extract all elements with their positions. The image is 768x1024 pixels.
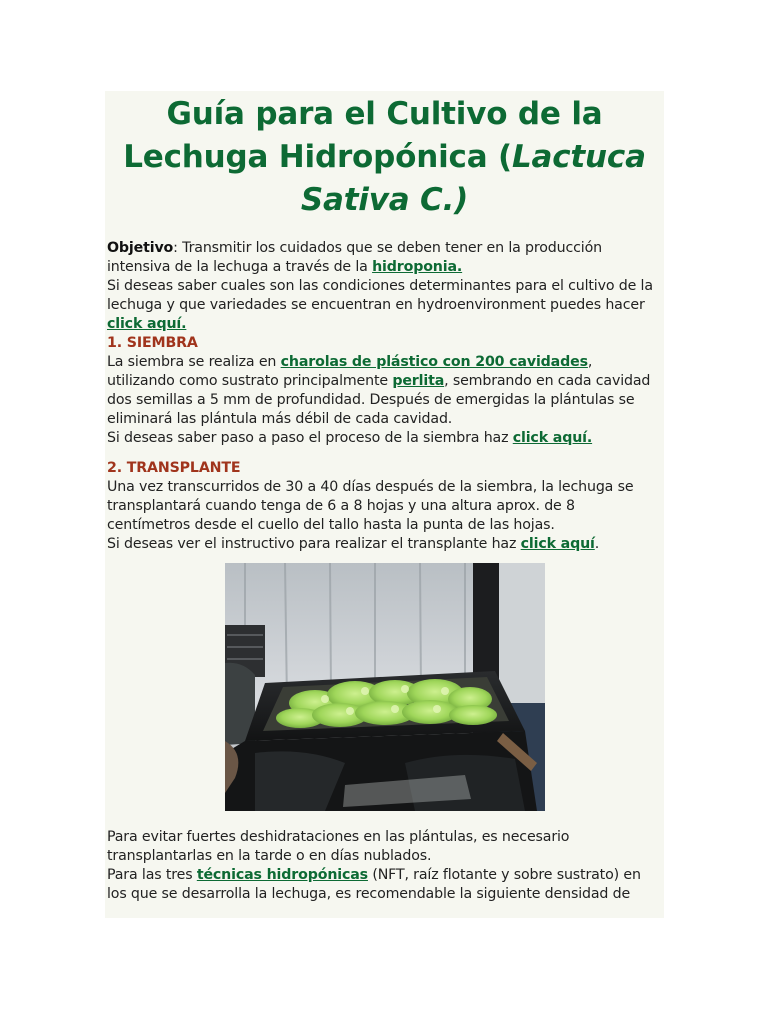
siembra-paragraph	[107, 353, 662, 429]
techniques-text-1: Para las tres	[107, 867, 197, 883]
document-page	[105, 91, 664, 918]
title-main: Guía para el Cultivo de la Lechuga Hidropónica (	[123, 96, 603, 175]
siembra-text-1: La siembra se realiza en	[107, 354, 281, 370]
objective-colon: :	[173, 240, 178, 256]
link-hidroponia[interactable]: hidroponia.	[372, 259, 463, 275]
transplante-howto-paragraph	[107, 535, 662, 554]
objective-text: Transmitir los cuidados que se deben tener en la producción intensiva de la lechuga a través de la	[107, 240, 602, 275]
section-heading-siembra: 1. SIEMBRA	[107, 335, 198, 351]
transplante-period: .	[594, 536, 600, 552]
lettuce-seedling-tray-photo	[225, 563, 545, 811]
photo-container	[107, 563, 662, 811]
link-tecnicas-hidroponicas[interactable]: técnicas hidropónicas	[196, 867, 368, 883]
transplante-paragraph: Una vez transcurridos de 30 a 40 días después de la siembra, la lechuga se transplantará cuando tenga de 6 a 8 hojas y una altura aprox. de 8 centímetros desde el cuello del tallo hasta la punta de las hojas.	[107, 479, 634, 533]
title-scientific-name: Lactuca Sativa C.)	[300, 139, 646, 218]
link-charolas[interactable]: charolas de plástico con 200 cavidades	[280, 354, 588, 370]
link-perlita[interactable]: perlita	[392, 373, 445, 389]
link-click-aqui-conditions[interactable]: click aquí.	[107, 316, 187, 332]
techniques-text-2: (NFT, raíz flotante y sobre sustrato) en los que se desarrolla la lechuga, es recomendable la siguiente densidad de	[107, 867, 641, 902]
document-body	[107, 239, 662, 904]
techniques-paragraph	[107, 866, 662, 904]
siembra-howto-paragraph	[107, 429, 662, 448]
section-heading-transplante: 2. TRANSPLANTE	[107, 460, 241, 476]
after-photo-paragraph: Para evitar fuertes deshidrataciones en las plántulas, es necesario transplantarlas en la tarde o en días nublados.	[107, 829, 570, 864]
siembra-howto-text: Si deseas saber paso a paso el proceso de la siembra haz	[107, 430, 513, 446]
siembra-text-3: , sembrando en cada cavidad dos semillas a 5 mm de profundidad. Después de emergidas la plántulas se eliminará las plántula más débil de cada cavidad.	[107, 373, 651, 427]
link-click-aqui-transplante[interactable]: click aquí	[520, 536, 595, 552]
link-click-aqui-siembra[interactable]: click aquí.	[512, 430, 593, 446]
conditions-paragraph	[107, 277, 662, 334]
page-title	[105, 93, 664, 222]
siembra-text-2: , utilizando como sustrato principalmente	[107, 354, 593, 389]
transplante-howto-text: Si deseas ver el instructivo para realizar el transplante haz	[107, 536, 521, 552]
conditions-text: Si deseas saber cuales son las condiciones determinantes para el cultivo de la lechuga y que variedades se encuentran en hydroenvironment puedes hacer	[107, 278, 653, 313]
objective-paragraph	[107, 239, 662, 277]
objective-label: Objetivo	[107, 240, 174, 256]
